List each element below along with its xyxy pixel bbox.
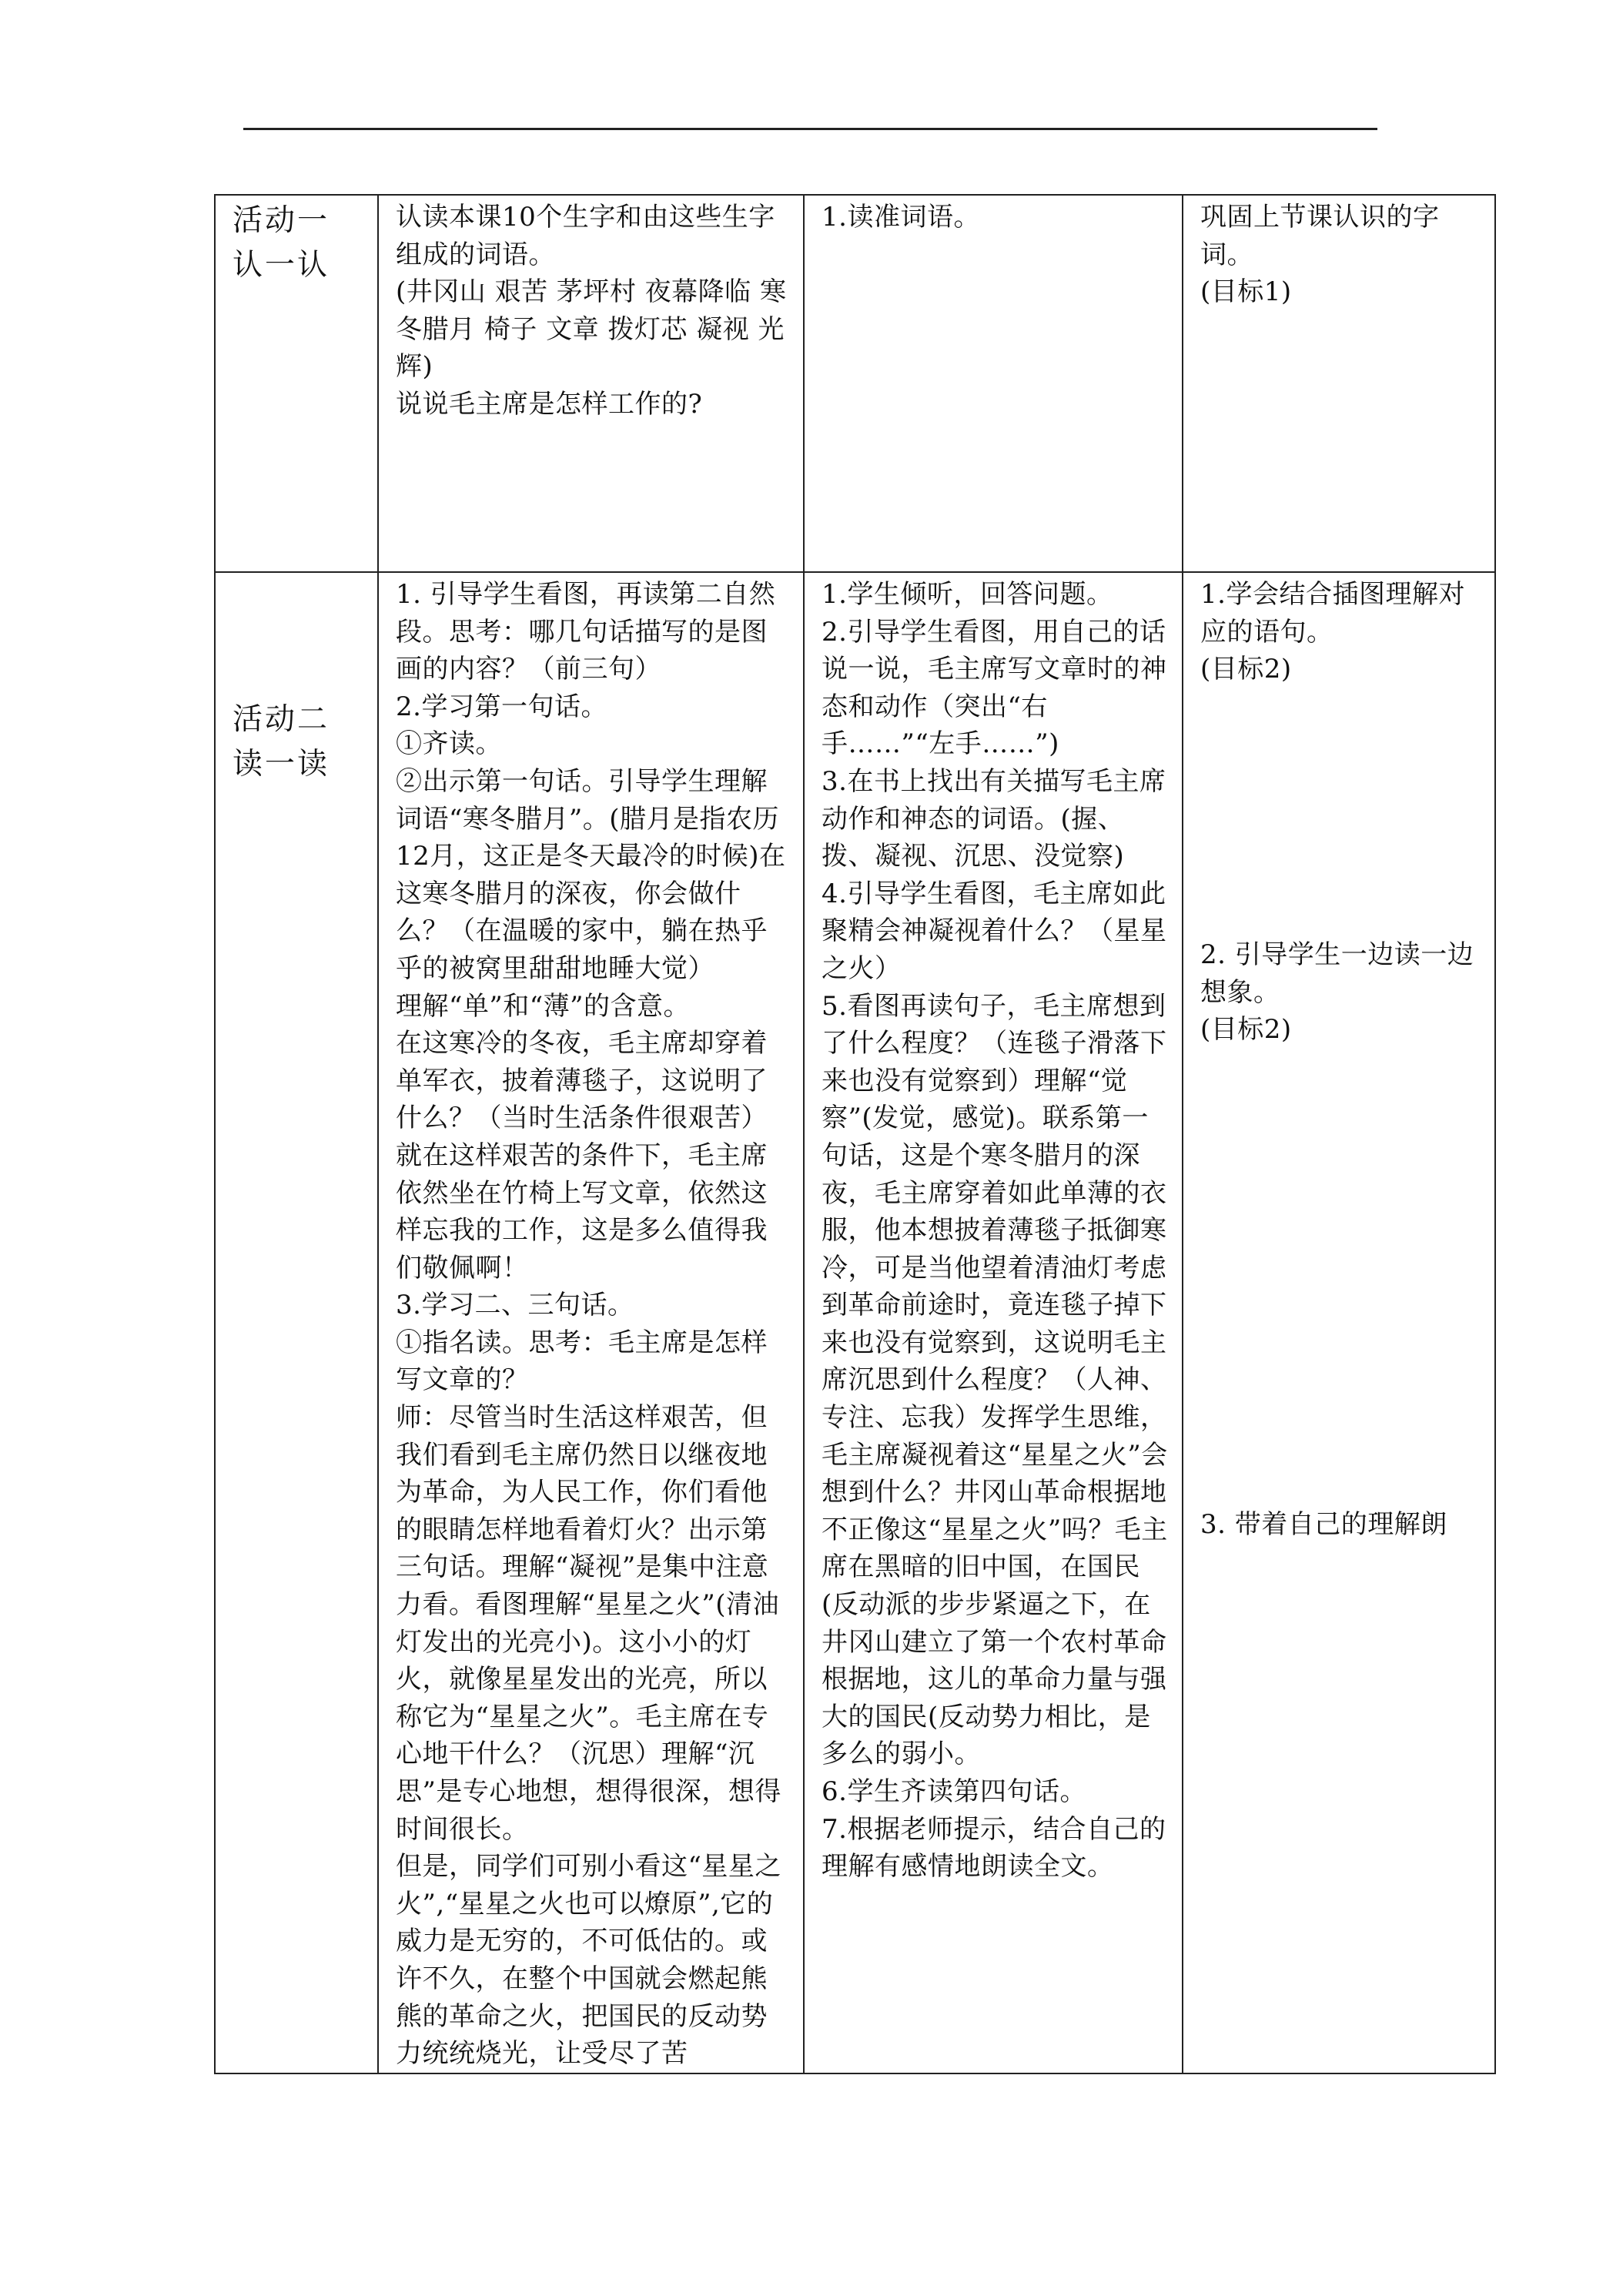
teacher-activity-text: 认读本课10个生字和由这些生字组成的词语。 (井冈山 艰苦 茅坪村 夜幕降临 寒冬腊月 椅子 文章 拨灯芯 凝视 光辉) 说说毛主席是怎样工作的? (396, 202, 787, 420)
design-intent-text: 2. 引导学生一边读一边想象。 (目标2) (1200, 939, 1474, 1046)
design-intent-text: 巩固上节课认识的字词。 (目标1) (1200, 202, 1440, 308)
teacher-activity-cell (378, 572, 804, 2073)
design-intent-cell (1183, 195, 1495, 572)
lesson-plan-table (214, 194, 1496, 2074)
table-row-activity-1 (215, 195, 1495, 572)
teacher-activity-cell (378, 195, 804, 572)
page-header-rule (243, 128, 1377, 130)
activity-label: 活动一 认一认 (233, 203, 330, 283)
activity-label-cell (215, 572, 378, 2073)
design-intent-text: 3. 带着自己的理解朗 (1200, 1509, 1447, 1540)
student-activity-cell (804, 572, 1183, 2073)
teacher-activity-text: 1. 引导学生看图，再读第二自然段。思考：哪几句话描写的是图画的内容？（前三句） 2.学习第一句话。 ①齐读。 ②出示第一句话。引导学生理解词语“寒冬腊月”。(腊月是指农历12月，这正是冬天最冷的时候)在这寒冬腊月的深夜，你会做什么？（在温暖的家中，躺在热乎乎的被窝里甜甜地睡大觉） 理解“单”和“薄”的含意。 在这寒冷的冬夜，毛主席却穿着单军衣，披着薄毯子，这说明了什么？（当时生活条件很艰苦）就在这样艰苦的条件下，毛主席依然坐在竹椅上写文章，依然这样忘我的工作，这是多么值得我们敬佩啊！ 3.学习二、三句话。 ①指名读。思考：毛主席是怎样写文章的？ 师：尽管当时生活这样艰苦，但我们看到毛主席仍然日以继夜地为革命，为人民工作，你们看他的眼睛怎样地看着灯火？出示第三句话。理解“凝视”是集中注意力看。看图理解“星星之火”(清油灯发出的光亮小)。这小小的灯火，就像星星发出的光亮，所以称它为“星星之火”。毛主席在专心地干什么？（沉思）理解“沉思”是专心地想，想得很深，想得时间很长。 但是，同学们可别小看这“星星之火”,“星星之火也可以燎原”,它的威力是无穷的，不可低估的。或许不久，在整个中国就会燃起熊熊的革命之火，把国民的反动势力统统烧光，让受尽了苦 (396, 579, 786, 2070)
design-intent-text: 1.学会结合插图理解对应的语句。 (目标2) (1200, 579, 1465, 685)
student-activity-text: 1.学生倾听，回答问题。 2.引导学生看图，用自己的话说一说，毛主席写文章时的神态和动作（突出“右手……”“左手……”) 3.在书上找出有关描写毛主席动作和神态的词语。(握、拨、凝视、沉思、没觉察) 4.引导学生看图，毛主席如此聚精会神凝视着什么？（星星之火） 5.看图再读句子，毛主席想到了什么程度？（连毯子滑落下来也没有觉察到）理解“觉察”(发觉，感觉)。联系第一句话，这是个寒冬腊月的深夜，毛主席穿着如此单薄的衣服，他本想披着薄毯子抵御寒冷，可是当他望着清油灯考虑到革命前途时，竟连毯子掉下来也没有觉察到，这说明毛主席沉思到什么程度？（人神、专注、忘我）发挥学生思维，毛主席凝视着这“星星之火”会想到什么？井冈山革命根据地不正像这“星星之火”吗？毛主席在黑暗的旧中国，在国民(反动派的步步紧逼之下，在井冈山建立了第一个农村革命根据地，这儿的革命力量与强大的国民(反动势力相比，是多么的弱小。 6.学生齐读第四句话。 7.根据老师提示，结合自己的理解有感情地朗读全文。 (822, 579, 1168, 1883)
activity-label: 活动二 读一读 (233, 702, 330, 782)
student-activity-cell (804, 195, 1183, 572)
design-intent-cell (1183, 572, 1495, 2073)
table-row-activity-2 (215, 572, 1495, 2073)
student-activity-text: 1.读准词语。 (822, 202, 980, 233)
activity-label-cell (215, 195, 378, 572)
